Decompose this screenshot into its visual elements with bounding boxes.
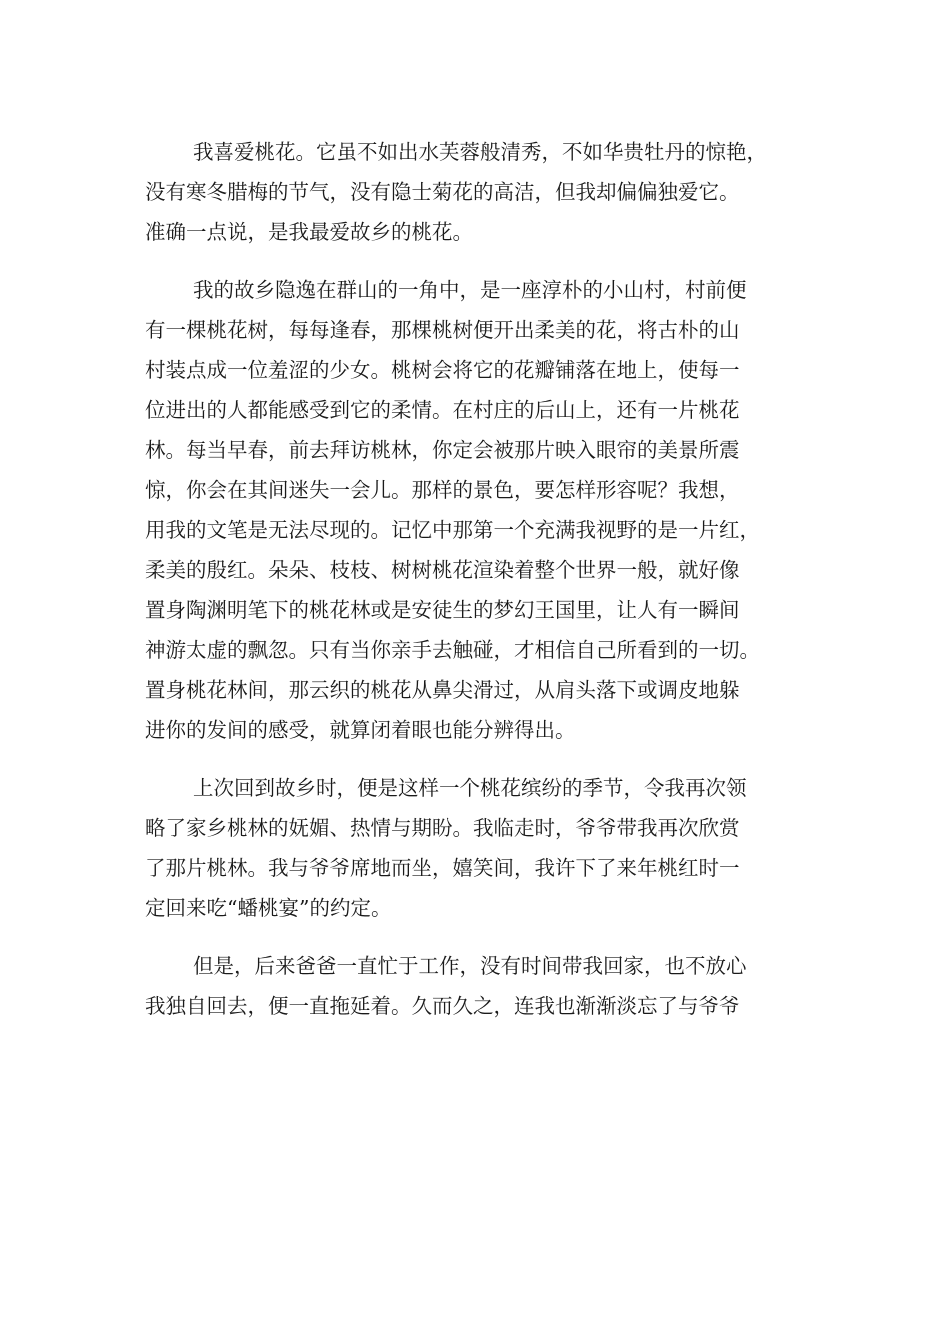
text-line: 了那片桃林。我与爷爷席地而坐，嬉笑间，我许下了来年桃红时一	[145, 856, 740, 880]
text-line: 准确一点说，是我最爱故乡的桃花。	[145, 220, 473, 244]
text-line: 置身桃花林间，那云织的桃花从鼻尖滑过，从肩头落下或调皮地躲	[145, 678, 740, 702]
text-line: 我独自回去，便一直拖延着。久而久之，连我也渐渐淡忘了与爷爷	[145, 994, 740, 1018]
text-line: 村装点成一位羞涩的少女。桃树会将它的花瓣铺落在地上，使每一	[145, 358, 740, 382]
document-body	[145, 132, 815, 1044]
text-line: 位进出的人都能感受到它的柔情。在村庄的后山上，还有一片桃花	[145, 398, 740, 422]
paragraph-4	[145, 946, 815, 1026]
text-line: 略了家乡桃林的妩媚、热情与期盼。我临走时，爷爷带我再次欣赏	[145, 816, 740, 840]
paragraph-1	[145, 132, 815, 252]
text-line: 定回来吃“蟠桃宴”的约定。	[145, 896, 392, 920]
paragraph-3	[145, 768, 815, 928]
text-line: 用我的文笔是无法尽现的。记忆中那第一个充满我视野的是一片红，	[145, 518, 760, 542]
text-line: 但是，后来爸爸一直忙于工作，没有时间带我回家，也不放心	[193, 954, 747, 978]
text-line: 置身陶渊明笔下的桃花林或是安徒生的梦幻王国里，让人有一瞬间	[145, 598, 740, 622]
text-line: 进你的发间的感受，就算闭着眼也能分辨得出。	[145, 718, 576, 742]
text-line: 林。每当早春，前去拜访桃林，你定会被那片映入眼帘的美景所震	[145, 438, 740, 462]
text-line: 有一棵桃花树，每每逢春，那棵桃树便开出柔美的花，将古朴的山	[145, 318, 740, 342]
text-line: 上次回到故乡时，便是这样一个桃花缤纷的季节，令我再次领	[193, 776, 747, 800]
text-line: 我喜爱桃花。它虽不如出水芙蓉般清秀，不如华贵牡丹的惊艳，	[193, 140, 767, 164]
paragraph-2	[145, 270, 815, 750]
text-line: 柔美的殷红。朵朵、枝枝、树树桃花渲染着整个世界一般，就好像	[145, 558, 740, 582]
text-line: 没有寒冬腊梅的节气，没有隐士菊花的高洁，但我却偏偏独爱它。	[145, 180, 740, 204]
text-line: 神游太虚的飘忽。只有当你亲手去触碰，才相信自己所看到的一切。	[145, 638, 760, 662]
text-line: 我的故乡隐逸在群山的一角中，是一座淳朴的小山村，村前便	[193, 278, 747, 302]
text-line: 惊，你会在其间迷失一会儿。那样的景色，要怎样形容呢？我想，	[145, 478, 740, 502]
